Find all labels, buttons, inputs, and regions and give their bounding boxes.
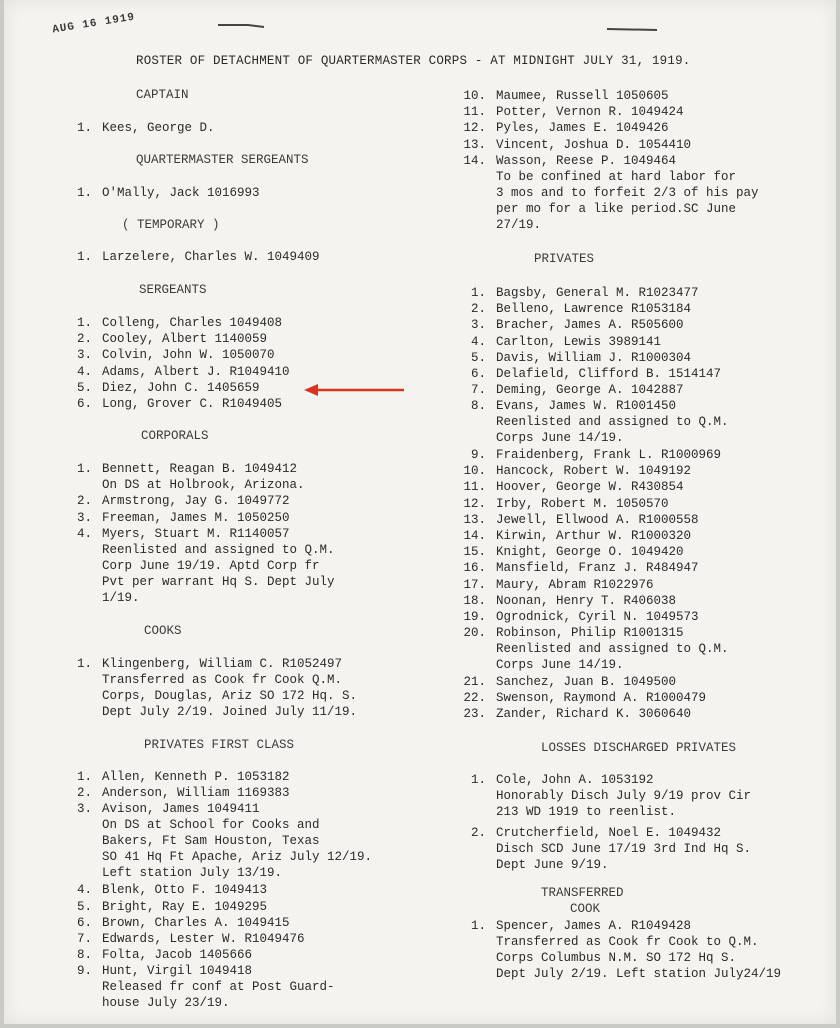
entry-text <box>102 769 290 785</box>
entry-name: Adams, Albert J. R1049410 <box>102 364 290 379</box>
entry-text <box>496 104 684 120</box>
entry-name: Wasson, Reese P. 1049464 <box>496 153 677 168</box>
entry-name: Kirwin, Arthur W. R1000320 <box>496 529 692 543</box>
entry-name: Bracher, James A. R505600 <box>496 318 684 333</box>
entry-note: Corps June 14/19. <box>496 658 624 673</box>
entry-number: 9. <box>470 448 486 462</box>
entry-number: 8. <box>470 399 486 414</box>
entry-number: 4. <box>76 364 92 379</box>
entry-number: 23. <box>463 707 486 722</box>
entry-text <box>102 493 290 509</box>
entry-note: Corp June 19/19. Aptd Corp fr <box>102 558 320 573</box>
entry-number: 13. <box>463 512 486 527</box>
entry-text <box>496 317 684 333</box>
entry-text <box>496 382 684 398</box>
entry-number: 5. <box>76 380 92 395</box>
entry-text <box>102 801 372 881</box>
entry-name: Belleno, Lawrence R1053184 <box>496 302 692 317</box>
ink-mark <box>607 26 657 32</box>
entry-number: 3. <box>76 802 92 817</box>
entry-text <box>102 915 290 931</box>
entry-number: 6. <box>76 397 92 411</box>
entry-name: Pyles, James E. 1049426 <box>496 121 669 136</box>
section-heading: PRIVATES <box>534 252 595 266</box>
section-heading: COOKS <box>144 624 182 638</box>
entry-number: 8. <box>76 948 92 963</box>
entry-name: Jewell, Ellwood A. R1000558 <box>496 512 699 527</box>
entry-text <box>496 918 781 982</box>
entry-text <box>496 560 699 576</box>
entry-number: 11. <box>463 480 486 495</box>
entry-note: On DS at Holbrook, Arizona. <box>102 478 305 492</box>
entry-number: 5. <box>470 350 486 365</box>
entry-text <box>496 625 729 673</box>
section-heading: ( TEMPORARY ) <box>122 218 220 232</box>
section-heading: COOK <box>570 902 601 916</box>
entry-name: Brown, Charles A. 1049415 <box>102 915 290 930</box>
entry-number: 1. <box>76 186 92 200</box>
entry-number: 7. <box>470 383 486 398</box>
entry-text <box>496 334 661 350</box>
entry-number: 7. <box>76 932 92 946</box>
entry-name: Diez, John C. 1405659 <box>102 380 260 395</box>
entry-number: 16. <box>463 561 486 576</box>
entry-number: 5. <box>76 899 92 914</box>
entry-note: Disch SCD June 17/19 3rd Ind Hq S. <box>496 841 752 856</box>
entry-number: 2. <box>76 494 92 509</box>
entry-number: 21. <box>463 674 486 689</box>
entry-name: Hoover, George W. R430854 <box>496 480 684 495</box>
entry-name: Larzelere, Charles W. 1049409 <box>102 250 320 264</box>
entry-name: Klingenberg, William C. R1052497 <box>102 657 343 671</box>
entry-note: Corps Columbus N.M. SO 172 Hq S. <box>496 951 737 965</box>
section-heading: CORPORALS <box>141 429 209 443</box>
entry-name: Myers, Stuart M. R1140057 <box>102 526 290 541</box>
entry-name: Cooley, Albert 1140059 <box>102 332 268 347</box>
entry-name: Knight, George O. 1049420 <box>496 545 684 560</box>
entry-number: 1. <box>470 919 486 933</box>
entry-name: Bright, Ray E. 1049295 <box>102 899 268 914</box>
entry-name: Sanchez, Juan B. 1049500 <box>496 674 677 689</box>
entry-text <box>102 510 290 526</box>
entry-note: 3 mos and to forfeit 2/3 of his pay <box>496 185 759 200</box>
entry-name: Long, Grover C. R1049405 <box>102 397 283 411</box>
roster-title: ROSTER OF DETACHMENT OF QUARTERMASTER CORPS - AT MIDNIGHT JULY 31, 1919. <box>136 54 691 68</box>
entry-text <box>496 528 691 544</box>
entry-text <box>496 706 691 722</box>
section-heading: LOSSES DISCHARGED PRIVATES <box>541 741 737 755</box>
entry-text <box>496 512 699 528</box>
entry-text <box>496 825 751 873</box>
entry-number: 1. <box>76 250 92 264</box>
entry-text <box>496 137 691 153</box>
entry-name: Fraidenberg, Frank L. R1000969 <box>496 448 722 462</box>
entry-name: Armstrong, Jay G. 1049772 <box>102 494 290 509</box>
entry-note: Honorably Disch July 9/19 prov Cir <box>496 789 752 803</box>
entry-note: Corps, Douglas, Ariz SO 172 Hq. S. <box>102 689 358 703</box>
entry-text <box>496 120 669 136</box>
entry-name: Potter, Vernon R. 1049424 <box>496 105 684 120</box>
entry-note: 1/19. <box>102 590 140 605</box>
document-page <box>4 0 836 1024</box>
entry-note: Reenlisted and assigned to Q.M. <box>496 415 729 430</box>
section-heading: PRIVATES FIRST CLASS <box>144 738 295 752</box>
entry-number: 11. <box>463 105 486 120</box>
entry-text <box>496 301 691 317</box>
entry-name: Maury, Abram R1022976 <box>496 577 654 592</box>
entry-text <box>102 315 282 331</box>
entry-note: Reenlisted and assigned to Q.M. <box>496 642 729 657</box>
entry-name: Ogrodnick, Cyril N. 1049573 <box>496 610 699 624</box>
entry-text <box>102 526 335 606</box>
entry-text <box>496 398 729 446</box>
entry-number: 10. <box>463 89 486 103</box>
entry-name: Cole, John A. 1053192 <box>496 773 654 787</box>
entry-text <box>102 347 275 363</box>
entry-name: Maumee, Russell 1050605 <box>496 89 669 103</box>
entry-number: 12. <box>463 496 486 511</box>
entry-text <box>102 947 252 963</box>
entry-number: 1. <box>470 773 486 787</box>
entry-number: 14. <box>463 153 486 168</box>
entry-note: 213 WD 1919 to reenlist. <box>496 805 677 819</box>
entry-name: Spencer, James A. R1049428 <box>496 919 692 933</box>
entry-text <box>496 496 669 512</box>
entry-text <box>496 577 654 593</box>
entry-text <box>496 690 706 706</box>
entry-text <box>496 593 676 609</box>
entry-number: 20. <box>463 626 486 641</box>
entry-name: Zander, Richard K. 3060640 <box>496 707 692 722</box>
entry-number: 4. <box>470 334 486 349</box>
entry-name: Davis, William J. R1000304 <box>496 350 692 365</box>
entry-name: Deming, George A. 1042887 <box>496 383 684 398</box>
entry-text <box>102 380 260 396</box>
entry-name: Allen, Kenneth P. 1053182 <box>102 770 290 784</box>
entry-number: 4. <box>76 883 92 898</box>
entry-note: Transferred as Cook fr Cook to Q.M. <box>496 935 759 949</box>
entry-number: 2. <box>76 332 92 347</box>
entry-name: Vincent, Joshua D. 1054410 <box>496 137 692 152</box>
entry-number: 6. <box>76 915 92 930</box>
entry-text <box>496 479 684 495</box>
entry-number: 18. <box>463 593 486 608</box>
entry-text <box>496 609 699 625</box>
entry-number: 17. <box>463 577 486 592</box>
entry-number: 12. <box>463 121 486 136</box>
entry-text <box>102 656 357 720</box>
entry-name: Hancock, Robert W. 1049192 <box>496 464 692 479</box>
entry-note: house July 23/19. <box>102 996 230 1011</box>
entry-text <box>496 463 691 479</box>
entry-note: Dept July 2/19. Left station July24/19 <box>496 967 782 981</box>
entry-note: Bakers, Ft Sam Houston, Texas <box>102 834 320 849</box>
entry-number: 2. <box>76 786 92 801</box>
entry-text <box>102 120 215 136</box>
entry-text <box>496 88 669 104</box>
entry-note: Dept June 9/19. <box>496 857 609 872</box>
entry-number: 2. <box>470 302 486 317</box>
entry-number: 3. <box>470 318 486 333</box>
entry-name: Crutcherfield, Noel E. 1049432 <box>496 825 722 840</box>
entry-name: Robinson, Philip R1001315 <box>496 626 684 641</box>
entry-number: 1. <box>76 316 92 330</box>
entry-name: Bennett, Reagan B. 1049412 <box>102 462 298 476</box>
entry-number: 1. <box>76 462 92 476</box>
entry-number: 1. <box>470 286 486 300</box>
entry-name: Irby, Robert M. 1050570 <box>496 496 669 511</box>
entry-note: Released fr conf at Post Guard- <box>102 980 335 995</box>
entry-text <box>102 461 305 493</box>
entry-text <box>102 185 260 201</box>
entry-text <box>102 963 335 1011</box>
entry-name: Evans, James W. R1001450 <box>496 399 677 414</box>
entry-name: Hunt, Virgil 1049418 <box>102 964 253 979</box>
entry-name: Carlton, Lewis 3989141 <box>496 334 662 349</box>
entry-note: Corps June 14/19. <box>496 431 624 446</box>
entry-text <box>102 931 305 947</box>
entry-text <box>102 882 267 898</box>
entry-number: 1. <box>76 770 92 784</box>
entry-name: Bagsby, General M. R1023477 <box>496 286 699 300</box>
entry-number: 9. <box>76 964 92 979</box>
date-stamp: AUG 16 1919 <box>51 11 137 37</box>
entry-number: 15. <box>463 545 486 560</box>
entry-name: Freeman, James M. 1050250 <box>102 510 290 525</box>
entry-name: Swenson, Raymond A. R1000479 <box>496 691 707 705</box>
entry-number: 19. <box>463 610 486 624</box>
entry-number: 14. <box>463 529 486 543</box>
entry-number: 6. <box>470 367 486 381</box>
entry-name: Edwards, Lester W. R1049476 <box>102 932 305 946</box>
entry-text <box>496 772 751 820</box>
entry-text <box>496 544 684 560</box>
entry-text <box>102 331 267 347</box>
entry-number: 3. <box>76 510 92 525</box>
entry-note: Reenlisted and assigned to Q.M. <box>102 542 335 557</box>
entry-text <box>102 364 290 380</box>
entry-name: Colvin, John W. 1050070 <box>102 348 275 363</box>
section-heading: CAPTAIN <box>136 88 189 102</box>
section-heading: SERGEANTS <box>139 283 207 297</box>
entry-text <box>102 249 320 265</box>
entry-number: 3. <box>76 348 92 363</box>
entry-number: 10. <box>463 464 486 479</box>
entry-text <box>496 674 676 690</box>
entry-name: Colleng, Charles 1049408 <box>102 316 283 330</box>
red-arrow-icon <box>304 384 404 396</box>
entry-name: Noonan, Henry T. R406038 <box>496 593 677 608</box>
entry-name: Folta, Jacob 1405666 <box>102 948 253 963</box>
entry-name: Kees, George D. <box>102 121 215 135</box>
entry-text <box>102 899 267 915</box>
entry-note: On DS at School for Cooks and <box>102 818 320 833</box>
entry-number: 1. <box>76 657 92 671</box>
entry-number: 13. <box>463 137 486 152</box>
entry-text <box>496 350 691 366</box>
entry-name: Blenk, Otto F. 1049413 <box>102 883 268 898</box>
entry-note: SO 41 Hq Ft Apache, Ariz July 12/19. <box>102 850 373 865</box>
entry-name: O'Mally, Jack 1016993 <box>102 186 260 200</box>
entry-note: To be confined at hard labor for <box>496 169 737 184</box>
entry-name: Anderson, William 1169383 <box>102 786 290 801</box>
entry-text <box>496 447 721 463</box>
entry-number: 1. <box>76 121 92 135</box>
entry-note: per mo for a like period.SC June <box>496 201 737 216</box>
entry-name: Delafield, Clifford B. 1514147 <box>496 367 722 381</box>
entry-note: Dept July 2/19. Joined July 11/19. <box>102 705 358 719</box>
entry-note: Pvt per warrant Hq S. Dept July <box>102 574 335 589</box>
entry-note: Left station July 13/19. <box>102 866 283 881</box>
entry-note: 27/19. <box>496 217 542 232</box>
entry-number: 22. <box>463 691 486 705</box>
entry-text <box>496 366 721 382</box>
section-heading: TRANSFERRED <box>541 886 624 900</box>
entry-number: 2. <box>470 825 486 840</box>
ink-mark <box>218 22 264 28</box>
section-heading: QUARTERMASTER SERGEANTS <box>136 153 309 167</box>
entry-text <box>102 396 282 412</box>
entry-note: Transferred as Cook fr Cook Q.M. <box>102 673 343 687</box>
entry-text <box>102 785 290 801</box>
entry-text <box>496 285 699 301</box>
entry-name: Mansfield, Franz J. R484947 <box>496 561 699 576</box>
entry-name: Avison, James 1049411 <box>102 802 260 817</box>
entry-number: 4. <box>76 526 92 541</box>
entry-text <box>496 153 759 233</box>
